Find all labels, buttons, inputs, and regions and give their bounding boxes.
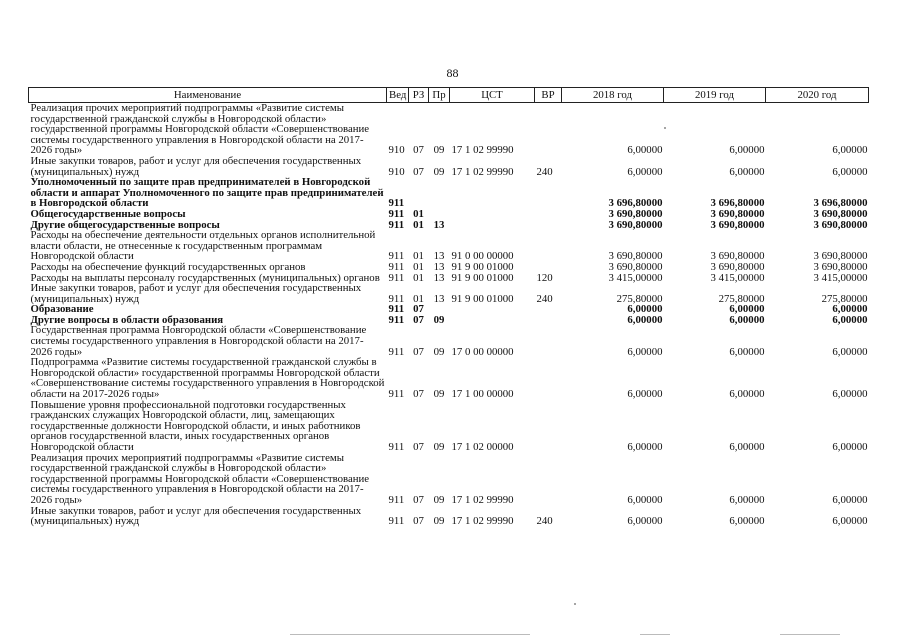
- cell-rz: 07: [413, 303, 424, 316]
- cell-vr: [535, 230, 562, 262]
- cell-y2019: 3 415,00000: [710, 271, 765, 284]
- cell-cst: [450, 177, 535, 209]
- cell-vr: [535, 304, 562, 315]
- cell-pr: 09: [433, 441, 445, 453]
- cell-vr: [535, 177, 562, 209]
- cell-cst: 17 1 02 99990: [451, 515, 514, 528]
- cell-y2018: 3 690,80000: [608, 218, 663, 231]
- cell-ved: 911: [388, 493, 405, 506]
- header-name: Наименование: [29, 88, 387, 103]
- cell-name: Государственная программа Новгородской области «Совершенствование системы государственного управления в Новгородской области на 2017-2026 годы»: [30, 324, 367, 358]
- scan-speck: [574, 603, 576, 605]
- table-row: [29, 156, 869, 177]
- cell-y2018: 6,00000: [627, 515, 663, 528]
- scan-speck: [664, 127, 666, 129]
- cell-cst: 91 9 00 01000: [451, 271, 514, 284]
- header-ved: Вед: [387, 88, 409, 103]
- table-row: [29, 357, 869, 399]
- cell-rz: 07: [413, 144, 424, 157]
- cell-rz: [409, 177, 429, 209]
- cell-rz: 07: [413, 165, 424, 178]
- cell-y2020: 3 690,80000: [813, 218, 868, 231]
- cell-y2018: 6,00000: [627, 388, 663, 401]
- scan-noise: [290, 634, 530, 635]
- cell-pr: [429, 209, 450, 220]
- cell-cst: [450, 209, 535, 220]
- cell-pr: 13: [433, 271, 445, 284]
- cell-cst: 17 0 00 00000: [451, 345, 514, 358]
- table-row: [29, 230, 869, 262]
- cell-rz: 07: [413, 441, 424, 453]
- cell-ved: 911: [388, 345, 405, 358]
- cell-y2020: 3 690,80000: [813, 250, 868, 263]
- cell-ved: 911: [388, 207, 405, 220]
- table-row: [29, 453, 869, 506]
- header-2019: 2019 год: [664, 88, 766, 103]
- cell-y2018: 6,00000: [627, 345, 663, 358]
- cell-name: Подпрограмма «Развитие системы государственной гражданской службы в Новгородской области» государственной программы Новгородской области «Совершенствование системы государственного управления в Новгородской области на 2017-2026 годы»: [30, 356, 385, 401]
- cell-y2019: 275,80000: [718, 292, 765, 305]
- cell-ved: 911: [388, 271, 405, 284]
- cell-cst: [450, 315, 535, 326]
- cell-y2019: 6,00000: [729, 441, 765, 453]
- cell-y2018: 275,80000: [616, 292, 663, 305]
- cell-vr: [535, 400, 562, 453]
- cell-ved: 911: [388, 515, 405, 528]
- cell-vr: 240: [536, 515, 553, 528]
- cell-ved: 911: [388, 218, 405, 231]
- cell-vr: [535, 103, 562, 156]
- cell-pr: 09: [433, 165, 445, 178]
- header-pr: Пр: [429, 88, 450, 103]
- cell-y2019: 6,00000: [729, 165, 765, 178]
- cell-vr: [535, 357, 562, 399]
- table-body: [29, 103, 869, 527]
- cell-y2019: 6,00000: [729, 515, 765, 528]
- cell-pr: 13: [433, 260, 445, 273]
- cell-name: Иные закупки товаров, работ и услуг для обеспечения государственных (муниципальных) нужд: [30, 504, 362, 528]
- header-rz: РЗ: [409, 88, 429, 103]
- cell-ved: 911: [388, 441, 405, 453]
- cell-ved: 911: [388, 303, 405, 316]
- cell-name: Повышение уровня профессиональной подготовки государственных гражданских служащих Новгородской области, лиц, замещающих государственные должности Новгородской области, и иных работников органов государственной власти, иных государственных органов Новгородской области: [30, 398, 361, 453]
- cell-cst: 17 1 02 99990: [451, 493, 514, 506]
- cell-y2018: 3 415,00000: [608, 271, 663, 284]
- cell-y2019: 6,00000: [729, 493, 765, 506]
- cell-ved: 911: [388, 197, 405, 210]
- cell-y2018: 6,00000: [627, 313, 663, 326]
- cell-pr: 13: [433, 250, 445, 263]
- cell-ved: 911: [388, 292, 405, 305]
- cell-rz: 07: [413, 345, 424, 358]
- cell-vr: 240: [536, 165, 553, 178]
- cell-cst: [450, 220, 535, 231]
- cell-y2019: 3 690,80000: [710, 260, 765, 273]
- cell-cst: 91 0 00 00000: [451, 250, 514, 263]
- cell-name: Иные закупки товаров, работ и услуг для обеспечения государственных (муниципальных) нужд: [30, 282, 362, 305]
- table-row: [29, 325, 869, 357]
- cell-pr: 09: [433, 493, 445, 506]
- cell-y2020: 6,00000: [832, 144, 868, 157]
- cell-y2020: 3 696,80000: [813, 197, 868, 210]
- cell-y2019: 6,00000: [729, 388, 765, 401]
- cell-name: Другие вопросы в области образования: [30, 313, 224, 326]
- scan-noise: [780, 634, 840, 635]
- cell-rz: 01: [413, 271, 424, 284]
- cell-y2020: 3 415,00000: [813, 271, 868, 284]
- cell-y2018: 3 690,80000: [608, 250, 663, 263]
- cell-vr: [535, 262, 562, 273]
- header-cst: ЦСТ: [450, 88, 535, 103]
- cell-cst: 17 1 00 00000: [451, 388, 514, 401]
- cell-name: Образование: [30, 303, 94, 316]
- scan-noise: [640, 634, 670, 635]
- cell-y2018: 6,00000: [627, 303, 663, 316]
- cell-cst: 91 9 00 01000: [451, 260, 514, 273]
- cell-y2020: 6,00000: [832, 441, 868, 453]
- cell-vr: 240: [536, 292, 553, 305]
- cell-y2020: 3 690,80000: [813, 260, 868, 273]
- cell-rz: 01: [413, 260, 424, 273]
- header-2020: 2020 год: [766, 88, 869, 103]
- cell-name: Иные закупки товаров, работ и услуг для обеспечения государственных (муниципальных) нужд: [30, 154, 362, 178]
- cell-pr: 09: [433, 388, 445, 401]
- cell-cst: [450, 304, 535, 315]
- cell-y2018: 6,00000: [627, 144, 663, 157]
- cell-cst: 91 9 00 01000: [451, 292, 514, 305]
- cell-name: Расходы на выплаты персоналу государственных (муниципальных) органов: [30, 271, 380, 284]
- cell-y2019: 6,00000: [729, 313, 765, 326]
- cell-y2019: 3 696,80000: [710, 197, 765, 210]
- table-row: [29, 506, 869, 527]
- cell-pr: 09: [433, 345, 445, 358]
- cell-pr: 09: [433, 313, 445, 326]
- cell-y2018: 6,00000: [627, 165, 663, 178]
- cell-ved: 910: [388, 144, 405, 157]
- cell-y2020: 275,80000: [821, 292, 868, 305]
- cell-y2020: 3 690,80000: [813, 207, 868, 220]
- cell-cst: 17 1 02 00000: [451, 441, 514, 453]
- table-row: [29, 103, 869, 156]
- cell-y2020: 6,00000: [832, 515, 868, 528]
- cell-name: Расходы на обеспечение деятельности отдельных органов исполнительной власти области, не отнесенные к государственным программам Новгородской области: [30, 229, 376, 263]
- header-2018: 2018 год: [562, 88, 664, 103]
- table-row: [29, 209, 869, 220]
- cell-rz: 01: [413, 218, 424, 231]
- cell-y2018: 6,00000: [627, 493, 663, 506]
- cell-y2019: 3 690,80000: [710, 218, 765, 231]
- cell-ved: 911: [388, 260, 405, 273]
- cell-y2020: 6,00000: [832, 313, 868, 326]
- cell-vr: [535, 220, 562, 231]
- cell-ved: 910: [388, 165, 405, 178]
- cell-rz: 07: [413, 515, 424, 528]
- cell-name: Реализация прочих мероприятий подпрограммы «Развитие системы государственной гражданской службы в Новгородской области» государственной программы Новгородской области «Совершенствование системы государственного управления в Новгородской области на 2017-2026 годы»: [30, 102, 370, 157]
- cell-y2019: 3 690,80000: [710, 207, 765, 220]
- cell-name: Уполномоченный по защите прав предпринимателей в Новгородской области и аппарат Уполномоченного по защите прав предпринимателей в Новгородской области: [30, 176, 384, 210]
- table-row: [29, 400, 869, 453]
- cell-y2019: 6,00000: [729, 303, 765, 316]
- cell-pr: 09: [433, 144, 445, 157]
- cell-pr: 13: [433, 218, 445, 231]
- cell-rz: 07: [413, 493, 424, 506]
- table-header-row: [29, 88, 869, 103]
- cell-y2018: 3 690,80000: [608, 207, 663, 220]
- cell-ved: 911: [388, 313, 405, 326]
- cell-y2018: 3 696,80000: [608, 197, 663, 210]
- cell-name: Реализация прочих мероприятий подпрограммы «Развитие системы государственной гражданской службы в Новгородской области» государственной программы Новгородской области «Совершенствование системы государственного управления в Новгородской области на 2017-2026 годы»: [30, 451, 370, 506]
- cell-y2019: 6,00000: [729, 144, 765, 157]
- cell-name: Другие общегосударственные вопросы: [30, 218, 220, 231]
- cell-y2020: 6,00000: [832, 165, 868, 178]
- cell-rz: 01: [413, 250, 424, 263]
- cell-ved: 911: [388, 250, 405, 263]
- cell-pr: [429, 177, 450, 209]
- cell-vr: [535, 209, 562, 220]
- table-row: [29, 262, 869, 273]
- cell-y2018: 3 690,80000: [608, 260, 663, 273]
- header-vr: ВР: [535, 88, 562, 103]
- budget-table: [28, 87, 869, 527]
- cell-rz: 07: [413, 388, 424, 401]
- cell-rz: 07: [413, 313, 424, 326]
- table-row: [29, 283, 869, 304]
- cell-rz: 01: [413, 207, 424, 220]
- cell-cst: 17 1 02 99990: [451, 144, 514, 157]
- cell-y2018: 6,00000: [627, 441, 663, 453]
- cell-cst: 17 1 02 99990: [451, 165, 514, 178]
- cell-ved: 911: [388, 388, 405, 401]
- table-row: [29, 177, 869, 209]
- cell-y2020: 6,00000: [832, 388, 868, 401]
- cell-vr: [535, 325, 562, 357]
- cell-vr: [535, 453, 562, 506]
- cell-vr: [535, 315, 562, 326]
- cell-pr: 09: [433, 515, 445, 528]
- page-number: 88: [446, 66, 459, 80]
- cell-pr: 13: [433, 292, 445, 305]
- cell-name: Общегосударственные вопросы: [30, 207, 186, 220]
- cell-y2020: 6,00000: [832, 303, 868, 316]
- cell-y2019: 6,00000: [729, 345, 765, 358]
- cell-rz: 01: [413, 292, 424, 305]
- cell-name: Расходы на обеспечение функций государственных органов: [30, 260, 306, 273]
- cell-y2019: 3 690,80000: [710, 250, 765, 263]
- cell-y2020: 6,00000: [832, 493, 868, 506]
- cell-y2020: 6,00000: [832, 345, 868, 358]
- cell-vr: 120: [536, 271, 553, 284]
